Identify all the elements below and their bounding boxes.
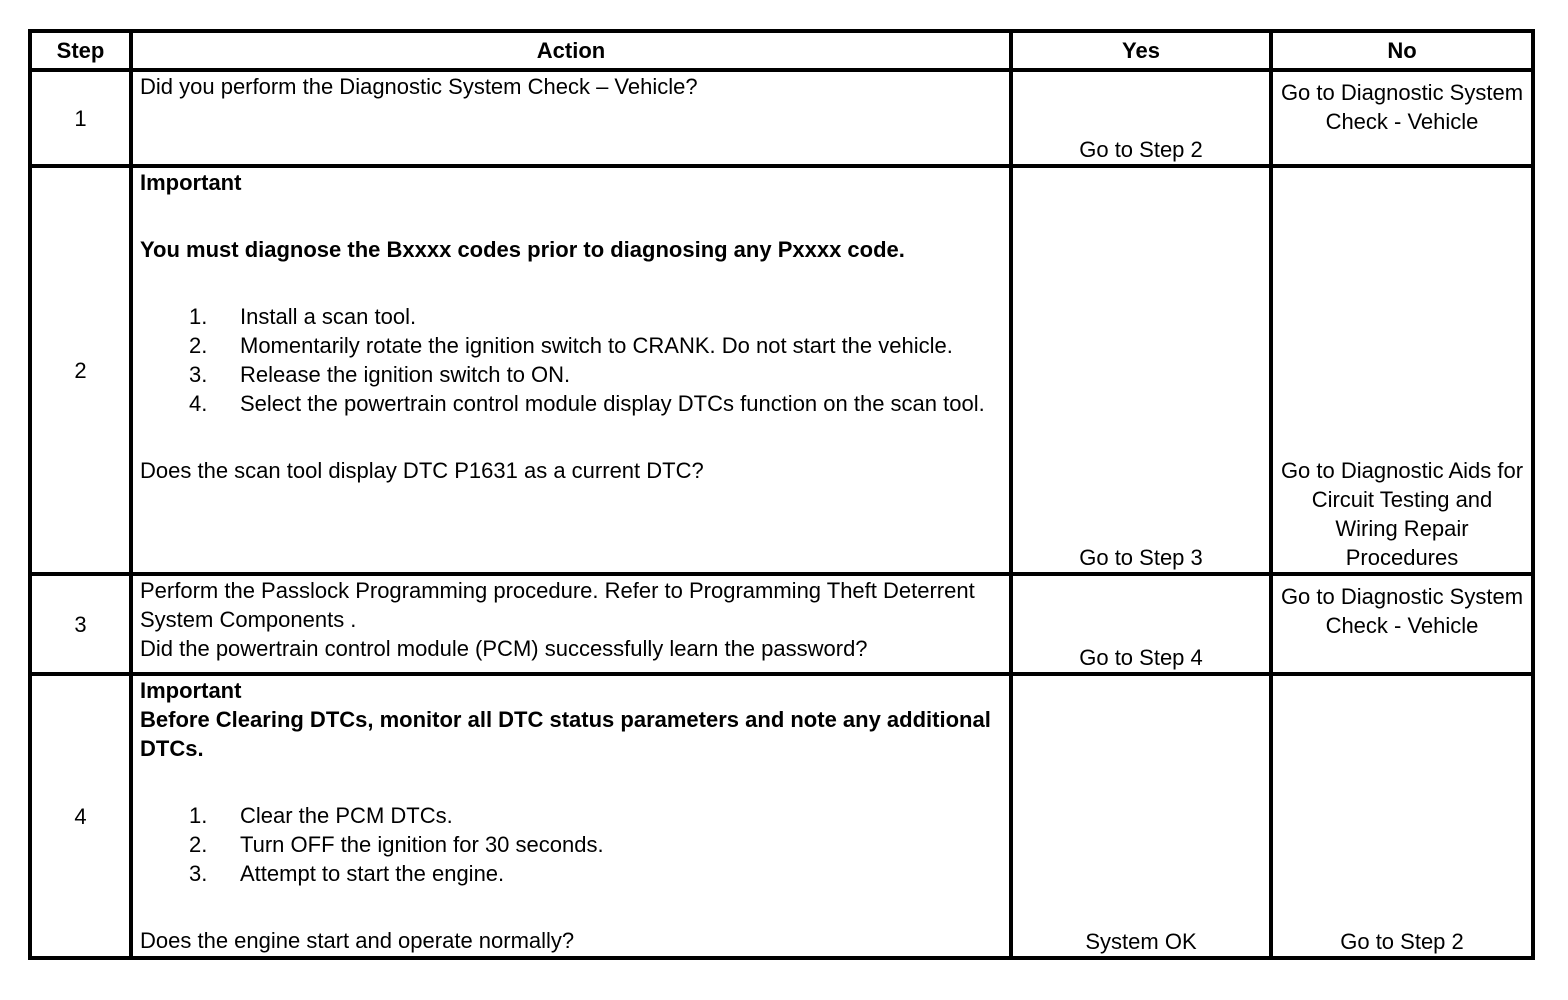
list-item [140,859,1002,888]
procedure-list [140,302,1002,418]
list-item-text: Attempt to start the engine. [240,861,505,886]
no-result: Go to Diagnostic System Check - Vehicle [1271,574,1533,674]
important-text: You must diagnose the Bxxxx codes prior to diagnosing any Pxxxx code. [140,237,905,262]
list-item-number: 2. [189,832,208,857]
table-row [30,674,1533,958]
table-header-row [30,31,1533,70]
list-item-number: 1. [189,803,208,828]
important-heading: Important [140,170,242,195]
list-item-text: Install a scan tool. [240,304,417,329]
list-item-text: Momentarily rotate the ignition switch to CRANK. Do not start the vehicle. [240,333,953,358]
list-item [140,360,1002,389]
list-item [140,331,1002,360]
list-item [140,302,1002,331]
action-cell [131,70,1011,166]
list-item-number: 2. [189,333,208,358]
header-yes: Yes [1011,31,1271,70]
list-item-number: 1. [189,304,208,329]
step-number: 4 [30,674,131,958]
list-item-text: Turn OFF the ignition for 30 seconds. [240,832,604,857]
list-item [140,389,1002,418]
yes-result: Go to Step 2 [1011,70,1271,166]
header-step: Step [30,31,131,70]
list-item [140,801,1002,830]
list-item-number: 3. [189,362,208,387]
action-cell [131,674,1011,958]
action-text: Perform the Passlock Programming procedure. Refer to Programming Theft Deterrent System Components . [140,578,975,632]
yes-result: Go to Step 4 [1011,574,1271,674]
procedure-list [140,801,1002,888]
header-no: No [1271,31,1533,70]
important-heading: Important [140,678,242,703]
list-item-number: 3. [189,861,208,886]
list-item-number: 4. [189,391,208,416]
step-number: 2 [30,166,131,574]
important-text: Before Clearing DTCs, monitor all DTC status parameters and note any additional DTCs. [140,707,991,761]
action-question: Does the engine start and operate normally? [140,928,575,953]
action-cell [131,166,1011,574]
list-item-text: Select the powertrain control module display DTCs function on the scan tool. [240,391,985,416]
yes-result: System OK [1011,674,1271,958]
action-text: Did you perform the Diagnostic System Check – Vehicle? [140,74,698,99]
step-number: 3 [30,574,131,674]
action-question: Did the powertrain control module (PCM) successfully learn the password? [140,636,868,661]
step-number: 1 [30,70,131,166]
list-item [140,830,1002,859]
no-result: Go to Diagnostic System Check - Vehicle [1271,70,1533,166]
no-result: Go to Step 2 [1271,674,1533,958]
list-item-text: Release the ignition switch to ON. [240,362,571,387]
table-row [30,70,1533,166]
no-result: Go to Diagnostic Aids for Circuit Testing and Wiring Repair Procedures [1271,166,1533,574]
action-cell [131,574,1011,674]
action-question: Does the scan tool display DTC P1631 as a current DTC? [140,458,704,483]
table-row [30,574,1533,674]
diagnostic-table [28,29,1535,960]
header-action: Action [131,31,1011,70]
yes-result: Go to Step 3 [1011,166,1271,574]
list-item-text: Clear the PCM DTCs. [240,803,453,828]
table-row [30,166,1533,574]
